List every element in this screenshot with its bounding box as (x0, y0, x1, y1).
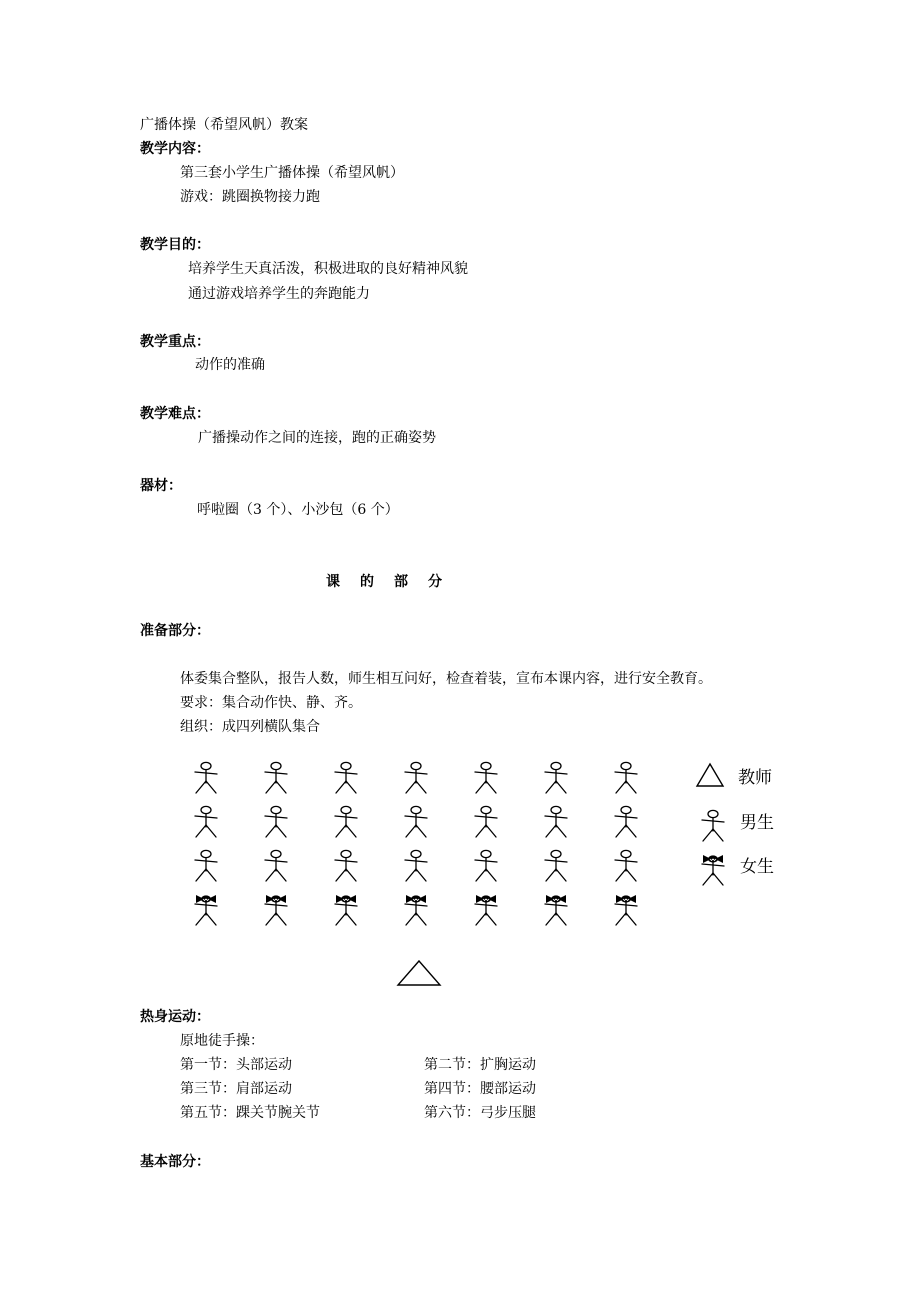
warmup-item: 第五节：踝关节腕关节 (180, 1105, 320, 1121)
boy-figure-icon (260, 846, 292, 888)
prep-line: 要求：集合动作快、静、齐。 (180, 695, 362, 711)
warmup-item: 第三节：肩部运动 (180, 1081, 292, 1097)
teacher-triangle-icon (396, 959, 442, 987)
boy-figure-icon (540, 758, 572, 800)
equipment-text: 呼啦圈（3 个）、小沙包（6 个） (197, 502, 399, 518)
girl-figure-icon (260, 890, 292, 932)
boy-figure-icon (540, 846, 572, 888)
boy-figure-icon (190, 758, 222, 800)
girl-figure-icon (330, 890, 362, 932)
girl-figure-icon (400, 890, 432, 932)
boy-figure-icon (470, 846, 502, 888)
boy-figure-icon (330, 802, 362, 844)
difficulty-text: 广播操动作之间的连接，跑的正确姿势 (198, 430, 436, 446)
prep-line: 组织：成四列横队集合 (180, 719, 320, 735)
boy-figure-icon (610, 846, 642, 888)
warmup-heading: 热身运动： (140, 1009, 210, 1025)
goal-item: 培养学生天真活泼，积极进取的良好精神风貌 (188, 261, 468, 277)
triangle-icon (695, 762, 725, 788)
boy-figure-icon (190, 802, 222, 844)
legend-boy-label: 男生 (740, 813, 774, 833)
legend-teacher-label: 教师 (738, 768, 772, 788)
prep-line: 体委集合整队，报告人数，师生相互问好，检查着装，宣布本课内容，进行安全教育。 (180, 671, 712, 687)
section-title: 课的部分 (326, 574, 462, 590)
boy-figure-icon (330, 758, 362, 800)
girl-icon (697, 850, 729, 892)
warmup-item: 第四节：腰部运动 (424, 1081, 536, 1097)
focus-text: 动作的准确 (195, 357, 265, 373)
difficulty-heading: 教学难点： (140, 406, 210, 422)
boy-figure-icon (400, 846, 432, 888)
girl-figure-icon (190, 890, 222, 932)
boy-figure-icon (400, 802, 432, 844)
warmup-item: 第六节：弓步压腿 (424, 1105, 536, 1121)
boy-figure-icon (190, 846, 222, 888)
girl-figure-icon (610, 890, 642, 932)
content-heading: 教学内容： (140, 141, 210, 157)
focus-heading: 教学重点： (140, 334, 210, 350)
warmup-item: 第二节：扩胸运动 (424, 1057, 536, 1073)
document-title: 广播体操（希望风帆）教案 (140, 117, 308, 133)
girl-figure-icon (470, 890, 502, 932)
boy-figure-icon (330, 846, 362, 888)
boy-figure-icon (610, 802, 642, 844)
warmup-intro: 原地徒手操： (180, 1033, 264, 1049)
boy-figure-icon (540, 802, 572, 844)
boy-icon (697, 806, 729, 848)
boy-figure-icon (260, 758, 292, 800)
boy-figure-icon (470, 758, 502, 800)
prep-heading: 准备部分： (140, 623, 210, 639)
goals-heading: 教学目的： (140, 237, 210, 253)
boy-figure-icon (260, 802, 292, 844)
warmup-item: 第一节：头部运动 (180, 1057, 292, 1073)
basic-heading: 基本部分： (140, 1154, 210, 1170)
legend-girl-label: 女生 (740, 857, 774, 877)
goal-item: 通过游戏培养学生的奔跑能力 (188, 286, 370, 302)
equipment-heading: 器材： (140, 478, 182, 494)
boy-figure-icon (610, 758, 642, 800)
boy-figure-icon (400, 758, 432, 800)
content-item: 游戏：跳圈换物接力跑 (180, 189, 320, 205)
boy-figure-icon (470, 802, 502, 844)
content-item: 第三套小学生广播体操（希望风帆） (180, 165, 404, 181)
girl-figure-icon (540, 890, 572, 932)
